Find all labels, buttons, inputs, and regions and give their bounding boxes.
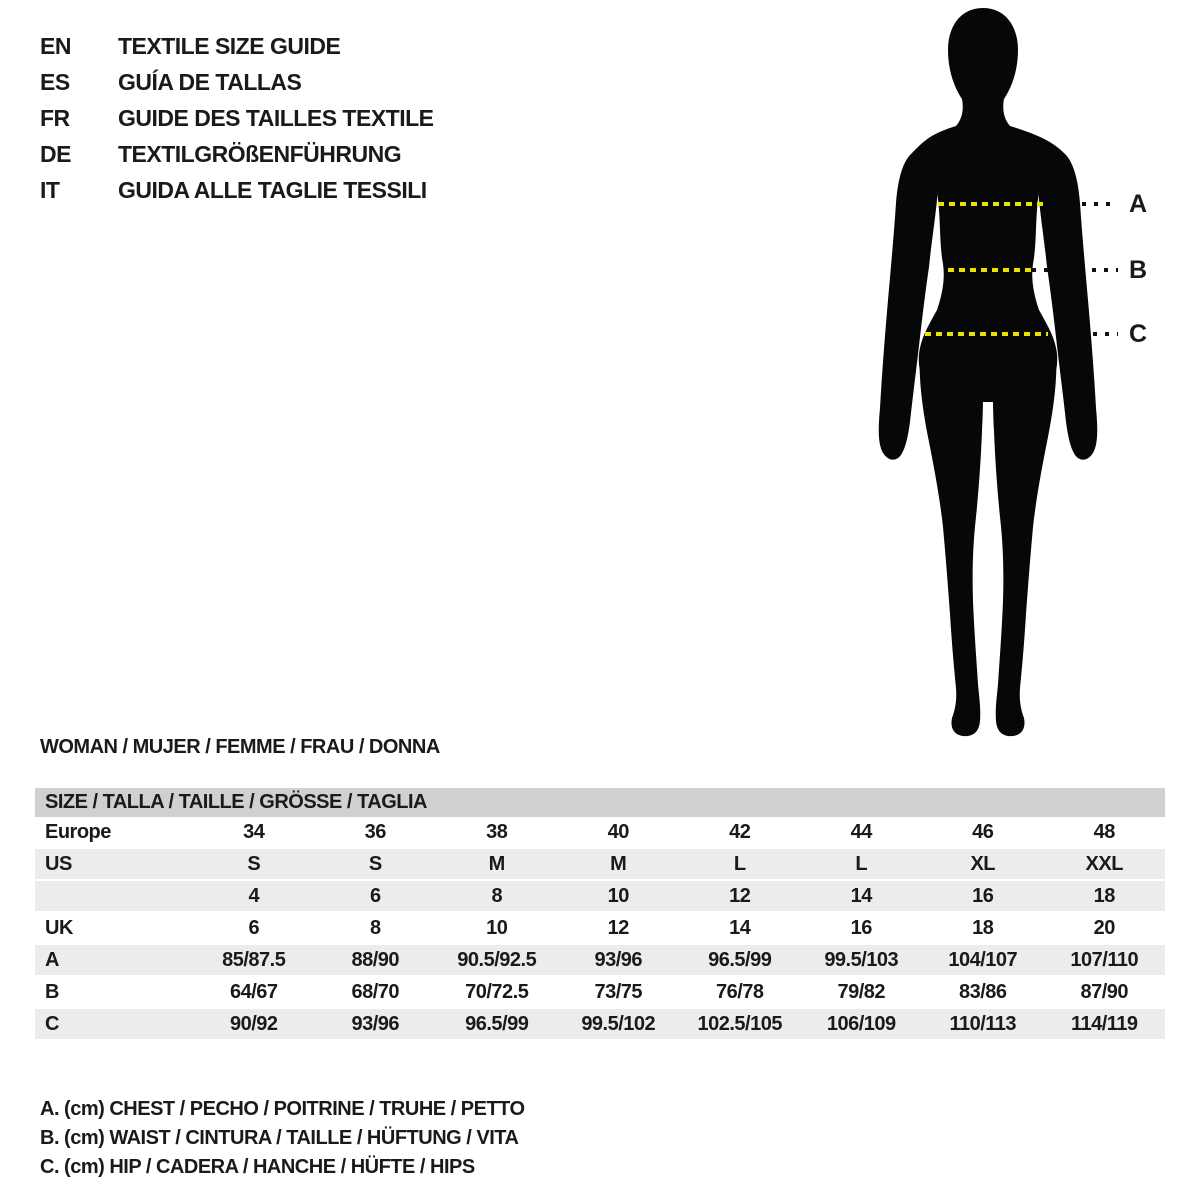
guide-title: GUÍA DE TALLAS [118, 69, 302, 95]
size-value-cell: 73/75 [594, 981, 643, 1003]
row-label: B [45, 981, 59, 1003]
table-row [35, 945, 1165, 977]
size-value-cell: 87/90 [1080, 981, 1129, 1003]
table-row [35, 977, 1165, 1009]
size-value-cell: 76/78 [715, 981, 764, 1003]
table-body [35, 817, 1165, 1041]
section-title-woman: WOMAN / MUJER / FEMME / FRAU / DONNA [40, 736, 440, 758]
size-value-cell: 16 [972, 885, 994, 907]
measure-label-a: A [1128, 190, 1148, 218]
size-value-cell: XXL [1085, 853, 1123, 875]
table-row [35, 817, 1165, 849]
lang-code: ES [40, 69, 70, 95]
row-label: Europe [45, 821, 111, 843]
row-label: C [45, 1013, 59, 1035]
size-table [35, 788, 1165, 1041]
size-value-cell: 93/96 [351, 1013, 400, 1035]
size-value-cell: 16 [850, 917, 872, 939]
size-value-cell: M [610, 853, 627, 875]
size-value-cell: 104/107 [948, 949, 1018, 971]
size-value-cell: 90.5/92.5 [457, 949, 537, 971]
lang-code: EN [40, 33, 71, 59]
lang-row-es [40, 64, 434, 100]
size-value-cell: 34 [243, 821, 265, 843]
size-value-cell: M [488, 853, 505, 875]
size-value-cell: XL [970, 853, 996, 875]
size-value-cell: 85/87.5 [222, 949, 286, 971]
silhouette-right-leg [993, 348, 1056, 736]
lang-row-it [40, 172, 434, 208]
size-value-cell: 12 [607, 917, 629, 939]
size-value-cell: 88/90 [351, 949, 400, 971]
size-value-cell: 10 [486, 917, 508, 939]
size-value-cell: 83/86 [958, 981, 1007, 1003]
table-row [35, 1009, 1165, 1041]
size-value-cell: L [855, 853, 868, 875]
lang-row-de [40, 136, 434, 172]
size-value-cell: 20 [1093, 917, 1115, 939]
size-value-cell: 6 [369, 885, 381, 907]
row-label: UK [45, 917, 73, 939]
size-value-cell: 79/82 [837, 981, 886, 1003]
lang-row-en [40, 28, 434, 64]
measure-label-b: B [1128, 256, 1148, 284]
table-row [35, 913, 1165, 945]
size-value-cell: 14 [729, 917, 751, 939]
size-value-cell: 102.5/105 [697, 1013, 782, 1035]
size-value-cell: 110/113 [949, 1013, 1017, 1035]
table-row [35, 881, 1165, 913]
guide-title: TEXTILGRÖßENFÜHRUNG [118, 141, 402, 167]
guide-title: TEXTILE SIZE GUIDE [118, 33, 341, 59]
silhouette-left-leg [920, 348, 983, 736]
size-value-cell: 40 [607, 821, 629, 843]
size-value-cell: 14 [850, 885, 872, 907]
row-label: US [45, 853, 72, 875]
measurement-footnotes [40, 1095, 525, 1182]
figure-panel [860, 0, 1200, 745]
size-value-cell: 114/119 [1070, 1013, 1138, 1035]
lang-code: DE [40, 141, 71, 167]
footnote-chest: A. (cm) CHEST / PECHO / POITRINE / TRUHE / PETTO [40, 1098, 525, 1120]
size-value-cell: S [368, 853, 382, 875]
lang-code: FR [40, 105, 70, 131]
size-value-cell: 8 [491, 885, 503, 907]
size-value-cell: 10 [607, 885, 629, 907]
lang-code: IT [40, 177, 60, 203]
size-value-cell: 4 [248, 885, 260, 907]
size-value-cell: 36 [364, 821, 386, 843]
size-value-cell: 38 [486, 821, 508, 843]
size-value-cell: 18 [1093, 885, 1115, 907]
size-value-cell: 90/92 [229, 1013, 278, 1035]
table-row [35, 849, 1165, 881]
size-value-cell: 99.5/103 [824, 949, 899, 971]
size-value-cell: 44 [850, 821, 872, 843]
size-value-cell: 96.5/99 [708, 949, 772, 971]
size-value-cell: 8 [369, 917, 381, 939]
size-value-cell: 42 [729, 821, 751, 843]
size-value-cell: 93/96 [594, 949, 643, 971]
lang-row-fr [40, 100, 434, 136]
guide-title: GUIDE DES TAILLES TEXTILE [118, 105, 434, 131]
size-value-cell: 6 [248, 917, 260, 939]
size-value-cell: 46 [972, 821, 994, 843]
woman-silhouette-figure [860, 0, 1160, 745]
row-label: A [45, 949, 59, 971]
guide-title: GUIDA ALLE TAGLIE TESSILI [118, 177, 427, 203]
row-label [35, 881, 193, 911]
size-value-cell: 106/109 [826, 1013, 896, 1035]
size-value-cell: 18 [972, 917, 994, 939]
size-value-cell: 48 [1093, 821, 1115, 843]
footnote-hip: C. (cm) HIP / CADERA / HANCHE / HÜFTE / HIPS [40, 1156, 475, 1178]
size-value-cell: 12 [729, 885, 751, 907]
language-title-list [40, 28, 434, 208]
size-value-cell: 107/110 [1070, 949, 1139, 971]
size-value-cell: L [733, 853, 746, 875]
size-value-cell: 68/70 [351, 981, 400, 1003]
measure-label-c: C [1128, 320, 1148, 348]
size-value-cell: 99.5/102 [581, 1013, 656, 1035]
size-value-cell: 64/67 [229, 981, 278, 1003]
table-header: SIZE / TALLA / TAILLE / GRÖSSE / TAGLIA [35, 788, 1165, 817]
footnote-waist: B. (cm) WAIST / CINTURA / TAILLE / HÜFTUNG / VITA [40, 1127, 519, 1149]
size-value-cell: 70/72.5 [465, 981, 529, 1003]
size-value-cell: 96.5/99 [465, 1013, 529, 1035]
size-value-cell: S [247, 853, 261, 875]
